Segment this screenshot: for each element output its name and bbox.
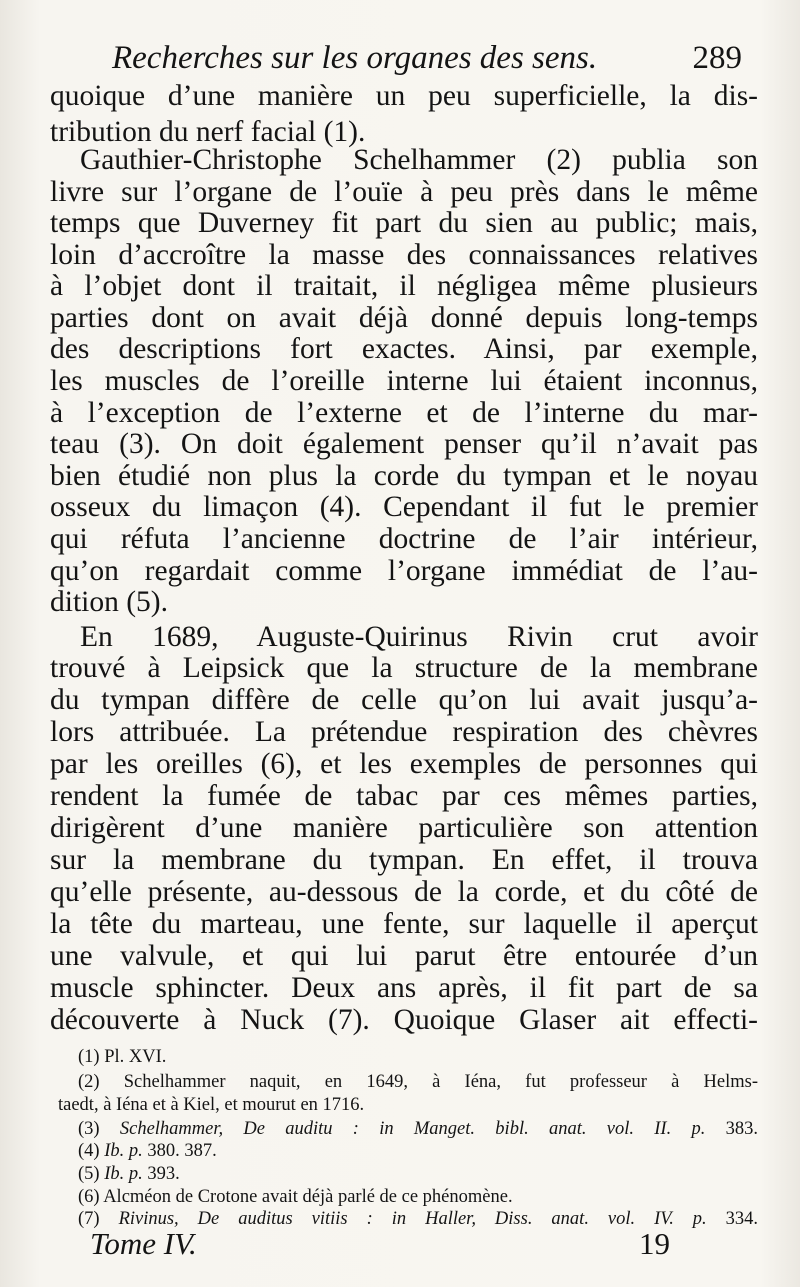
body-line: trouvé à Leipsick que la structure de la membrane bbox=[50, 652, 758, 684]
footnote-6 bbox=[78, 1186, 758, 1208]
body-line: qu’on regardait comme l’organe immédiat de l’au- bbox=[50, 555, 758, 587]
body-line: qu’elle présente, au-dessous de la corde, et du côté de bbox=[50, 876, 758, 908]
footnote-2-continuation: taedt, à Iéna et à Kiel, et mourut en 1716. bbox=[58, 1095, 365, 1115]
body-line: à l’objet dont il traitait, il négligea même plusieurs bbox=[50, 270, 758, 302]
body-line: du tympan diffère de celle qu’on lui avait jusqu’a- bbox=[50, 684, 758, 716]
body-line: sur la membrane du tympan. En effet, il trouva bbox=[50, 844, 758, 876]
footnote-mark: (6) bbox=[78, 1187, 100, 1207]
body-line: temps que Duverney fit part du sien au public; mais, bbox=[50, 207, 758, 239]
page-footer bbox=[90, 1226, 670, 1266]
footnote-5 bbox=[78, 1163, 758, 1185]
footnote-mark: (4) bbox=[78, 1141, 100, 1161]
footnote-4 bbox=[78, 1140, 758, 1162]
body-line: dition (5). bbox=[50, 586, 168, 618]
body-line: livre sur l’organe de l’ouïe à peu près dans le même bbox=[50, 176, 758, 208]
running-title: Recherches sur les organes des sens. bbox=[112, 40, 598, 76]
page-number: 289 bbox=[692, 40, 742, 76]
footnote-pages: 380. 387. bbox=[142, 1141, 217, 1161]
body-line: loin d’accroître la masse des connaissances relatives bbox=[50, 239, 758, 271]
body-line: tribution du nerf facial (1). bbox=[50, 116, 366, 148]
body-line: découverte à Nuck (7). Quoique Glaser ait effecti- bbox=[50, 1004, 758, 1036]
body-line: teau (3). On doit également penser qu’il n’avait pas bbox=[50, 428, 758, 460]
body-line: bien étudié non plus la corde du tympan et le noyau bbox=[50, 460, 758, 492]
footnote-citation: Ib. p. bbox=[104, 1164, 143, 1184]
footnote-pages: 393. bbox=[142, 1164, 180, 1184]
body-line: parties dont on avait déjà donné depuis long-temps bbox=[50, 302, 758, 334]
footnote-citation: Schelhammer, De auditu : in Manget. bibl. anat. vol. II. p. bbox=[119, 1119, 706, 1139]
body-line: osseux du limaçon (4). Cependant il fut le premier bbox=[50, 491, 758, 523]
body-line: dirigèrent d’une manière particulière son attention bbox=[50, 812, 758, 844]
footnote-3 bbox=[78, 1118, 758, 1140]
footnote-text: Schelhammer naquit, en 1649, à Iéna, fut professeur à Helms- bbox=[123, 1072, 758, 1092]
body-line: à l’exception de l’externe et de l’interne du mar- bbox=[50, 397, 758, 429]
footnote-pages: 383. bbox=[705, 1119, 759, 1139]
body-line: lors attribuée. La prétendue respiration des chèvres bbox=[50, 716, 758, 748]
footnote-text: Alcméon de Crotone avait déjà parlé de ce phénomène. bbox=[103, 1187, 513, 1207]
footnote-1 bbox=[78, 1046, 758, 1068]
body-line: rendent la fumée de tabac par ces mêmes parties, bbox=[50, 780, 758, 812]
footnote-citation: Ib. p. bbox=[104, 1141, 143, 1161]
body-line: quoique d’une manière un peu superficielle, la dis- bbox=[50, 80, 758, 112]
body-line: les muscles de l’oreille interne lui étaient inconnus, bbox=[50, 365, 758, 397]
footnote-mark: (3) bbox=[78, 1119, 100, 1139]
paragraph-start: Gauthier-Christophe Schelhammer (2) publia son bbox=[80, 144, 758, 176]
body-line: des descriptions fort exactes. Ainsi, par exemple, bbox=[50, 333, 758, 365]
footnote-mark: (7) bbox=[78, 1209, 100, 1229]
body-line: par les oreilles (6), et les exemples de personnes qui bbox=[50, 748, 758, 780]
footnote-mark: (1) bbox=[78, 1047, 100, 1067]
paragraph-start: En 1689, Auguste-Quirinus Rivin crut avoir bbox=[80, 621, 758, 653]
volume-label: Tome IV. bbox=[90, 1226, 197, 1261]
footnote-mark: (5) bbox=[78, 1164, 100, 1184]
signature-mark: 19 bbox=[639, 1226, 670, 1261]
footnote-pages: 334. bbox=[706, 1209, 759, 1229]
body-line: muscle sphincter. Deux ans après, il fit part de sa bbox=[50, 972, 758, 1004]
body-line: une valvule, et qui lui parut être entourée d’un bbox=[50, 940, 758, 972]
footnote-2 bbox=[78, 1071, 758, 1093]
body-line: qui réfuta l’ancienne doctrine de l’air intérieur, bbox=[50, 523, 758, 555]
footnote-mark: (2) bbox=[78, 1072, 100, 1092]
footnote-text: Pl. XVI. bbox=[104, 1047, 167, 1067]
body-line: la tête du marteau, une fente, sur laquelle il aperçut bbox=[50, 908, 758, 940]
footnote-citation: Rivinus, De auditus vitiis : in Haller, Diss. anat. vol. IV. p. bbox=[118, 1209, 707, 1229]
